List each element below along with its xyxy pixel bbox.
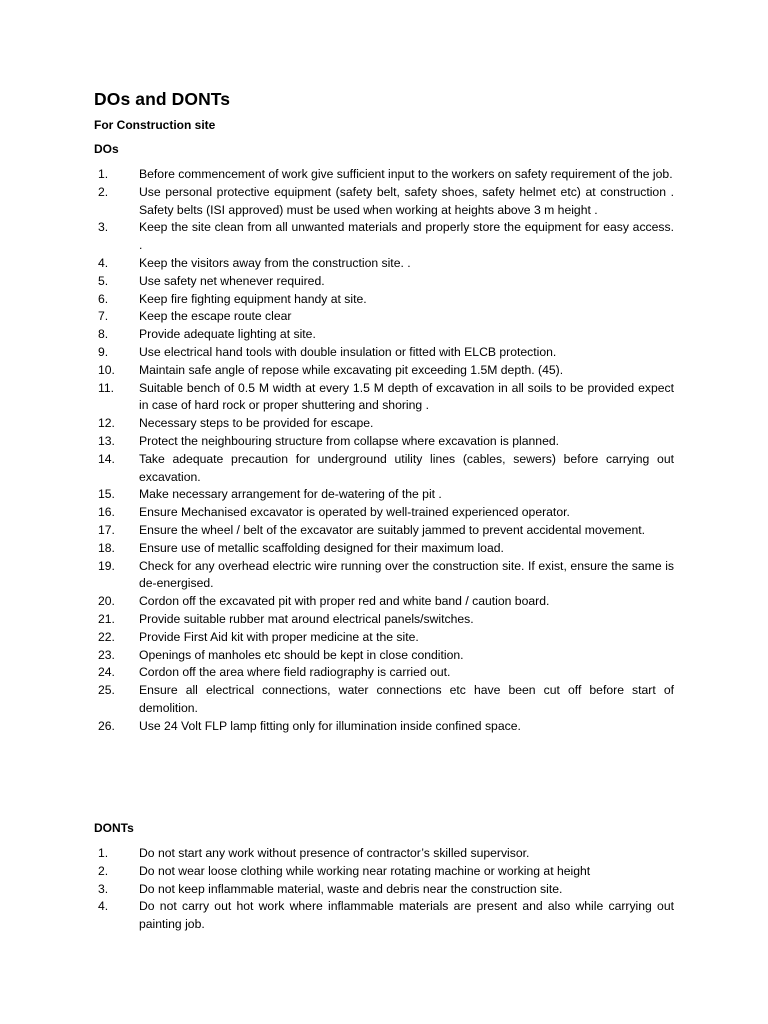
list-item-number: 25. [98,683,115,698]
list-item [98,380,674,416]
list-item [98,863,674,881]
list-item-number: 21. [98,611,115,626]
document-title: DOs and DONTs [94,89,231,109]
donts-heading: DONTs [94,821,134,835]
list-item [98,647,674,665]
donts-list [0,845,768,934]
list-item-number: 14. [98,451,115,466]
list-item-number: 4. [98,899,109,914]
list-item [98,718,674,736]
list-item-text: Ensure the wheel / belt of the excavator are suitably jammed to prevent accidental movement. [139,522,646,537]
list-item-number: 6. [98,291,109,306]
list-item [98,898,674,934]
list-item-number: 11. [98,380,115,395]
list-item-text: Maintain safe angle of repose while excavating pit exceeding 1.5M depth. (45). [139,362,564,377]
list-item-text: Keep the site clean from all unwanted materials and properly store the equipment for easy access. . [139,220,674,253]
list-item-text: Use personal protective equipment (safety belt, safety shoes, safety helmet etc) at construction . Safety belts (ISI approved) must be used when working at heights above 3 m height . [139,184,674,217]
list-item-text: Cordon off the excavated pit with proper red and white band / caution board. [139,594,550,609]
list-item-text: Check for any overhead electric wire running over the construction site. If exist, ensure the same is de-energised. [139,558,674,591]
list-item [98,881,674,899]
list-item-text: Make necessary arrangement for de-watering of the pit . [139,487,442,502]
list-item [98,845,674,863]
list-item-text: Necessary steps to be provided for escape. [139,416,374,431]
list-item [98,291,674,309]
list-item-text: Use 24 Volt FLP lamp fitting only for illumination inside confined space. [139,718,521,733]
list-item-number: 15. [98,487,115,502]
list-item-text: Protect the neighbouring structure from collapse where excavation is planned. [139,433,560,448]
list-item [98,255,674,273]
list-item [98,308,674,326]
document-subtitle: For Construction site [94,118,216,132]
list-item-number: 18. [98,540,115,555]
list-item [98,504,674,522]
list-item-number: 19. [98,558,115,573]
list-item [98,682,674,718]
list-item-number: 23. [98,647,115,662]
list-item-text: Use safety net whenever required. [139,273,325,288]
list-item-number: 3. [98,220,109,235]
list-item-number: 13. [98,433,115,448]
list-item [98,166,674,184]
list-item-number: 22. [98,629,115,644]
list-item [98,184,674,220]
list-item-number: 1. [98,167,109,181]
list-item-number: 8. [98,327,109,342]
list-item-number: 24. [98,665,115,680]
list-item [98,593,674,611]
dos-list [0,166,768,736]
list-item-text: Provide suitable rubber mat around electrical panels/switches. [139,611,474,626]
list-item-number: 4. [98,255,109,270]
list-item [98,451,674,487]
list-item-text: Keep the escape route clear [139,309,292,324]
list-item-text: Provide adequate lighting at site. [139,327,316,342]
list-item-number: 1. [98,846,109,860]
list-item-number: 5. [98,273,109,288]
dos-heading: DOs [94,142,119,156]
list-item-text: Cordon off the area where field radiography is carried out. [139,665,451,680]
list-item [98,486,674,504]
list-item [98,415,674,433]
list-item-text: Take adequate precaution for underground utility lines (cables, sewers) before carrying out excavation. [139,451,674,484]
list-item [98,558,674,594]
list-item [98,540,674,558]
list-item [98,219,674,255]
list-item-number: 9. [98,344,109,359]
list-item [98,273,674,291]
list-item-text: Ensure all electrical connections, water connections etc have been cut off before start of demolition. [139,683,674,715]
list-item-text: Openings of manholes etc should be kept in close condition. [139,647,464,662]
list-item-text: Ensure Mechanised excavator is operated by well-trained experienced operator. [139,505,570,520]
list-item [98,611,674,629]
list-item [98,664,674,682]
list-item-text: Do not start any work without presence of contractor’s skilled supervisor. [139,846,530,860]
list-item [98,522,674,540]
list-item [98,344,674,362]
list-item-text: Use electrical hand tools with double insulation or fitted with ELCB protection. [139,344,557,359]
list-item-number: 2. [98,184,109,199]
list-item-number: 12. [98,416,115,431]
list-item-number: 7. [98,309,109,324]
list-item-number: 3. [98,881,109,896]
list-item-number: 20. [98,594,115,609]
list-item-text: Keep the visitors away from the construction site. . [139,255,411,270]
list-item-number: 16. [98,505,115,520]
list-item-text: Provide First Aid kit with proper medicine at the site. [139,629,419,644]
list-item-text: Do not keep inflammable material, waste and debris near the construction site. [139,881,563,896]
list-item-number: 2. [98,863,109,878]
list-item-text: Suitable bench of 0.5 M width at every 1.5 M depth of excavation in all soils to be provided expect in case of hard rock or proper shuttering and shoring . [139,380,674,413]
list-item-text: Keep fire fighting equipment handy at site. [139,291,367,306]
list-item-number: 10. [98,362,115,377]
list-item-text: Before commencement of work give sufficient input to the workers on safety requirement of the job. [139,167,673,181]
list-item [98,326,674,344]
list-item-number: 17. [98,522,115,537]
list-item-text: Do not wear loose clothing while working near rotating machine or working at height [139,863,591,878]
list-item-number: 26. [98,718,115,733]
list-item [98,433,674,451]
list-item [98,629,674,647]
list-item-text: Do not carry out hot work where inflammable materials are present and also while carrying out painting job. [139,899,674,932]
list-item-text: Ensure use of metallic scaffolding designed for their maximum load. [139,540,504,555]
list-item [98,362,674,380]
